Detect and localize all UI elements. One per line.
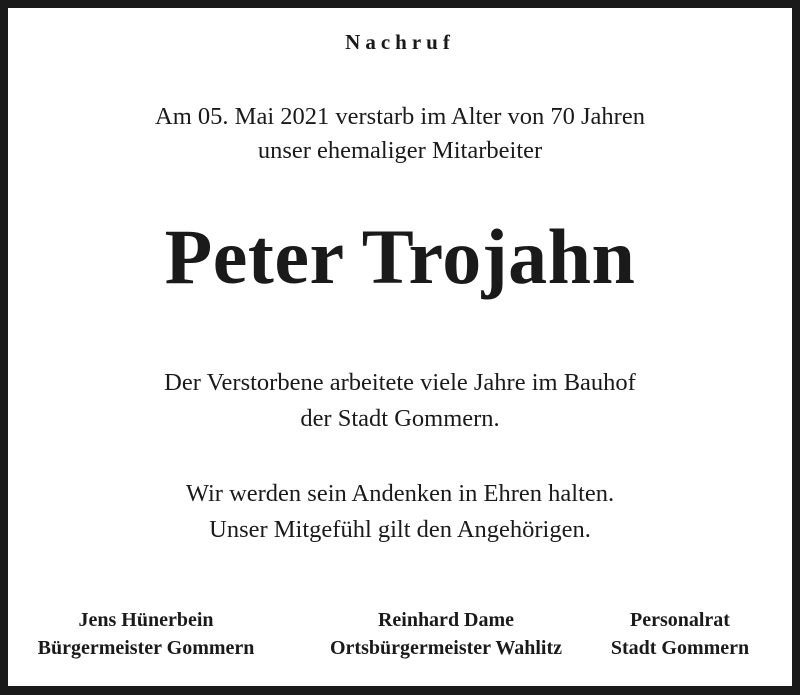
signer-name: Personalrat bbox=[630, 609, 730, 631]
condolence-paragraph bbox=[0, 476, 800, 548]
signer-role: Ortsbürgermeister Wahlitz bbox=[330, 637, 562, 659]
signer-name: Reinhard Dame bbox=[377, 609, 515, 631]
intro-text bbox=[0, 100, 800, 168]
signer-block bbox=[30, 606, 262, 662]
tribute-paragraph bbox=[0, 365, 800, 437]
intro-line: Am 05. Mai 2021 verstarb im Alter von 70 Jahren bbox=[155, 103, 645, 130]
signer-block bbox=[308, 606, 584, 662]
condolence-line: Wir werden sein Andenken in Ehren halten. bbox=[185, 480, 615, 507]
intro-line: unser ehemaliger Mitarbeiter bbox=[257, 137, 543, 164]
signer-role: Bürgermeister Gommern bbox=[37, 637, 255, 659]
condolence-line: Unser Mitgefühl gilt den Angehörigen. bbox=[209, 516, 591, 543]
obituary-heading: Nachruf bbox=[345, 30, 455, 54]
signer-role: Stadt Gommern bbox=[610, 637, 750, 659]
tribute-line: der Stadt Gommern. bbox=[300, 405, 500, 432]
signer-name: Jens Hünerbein bbox=[78, 609, 214, 631]
signer-block bbox=[594, 606, 766, 662]
tribute-line: Der Verstorbene arbeitete viele Jahre im Bauhof bbox=[164, 369, 636, 396]
deceased-name: Peter Trojahn bbox=[164, 213, 636, 300]
